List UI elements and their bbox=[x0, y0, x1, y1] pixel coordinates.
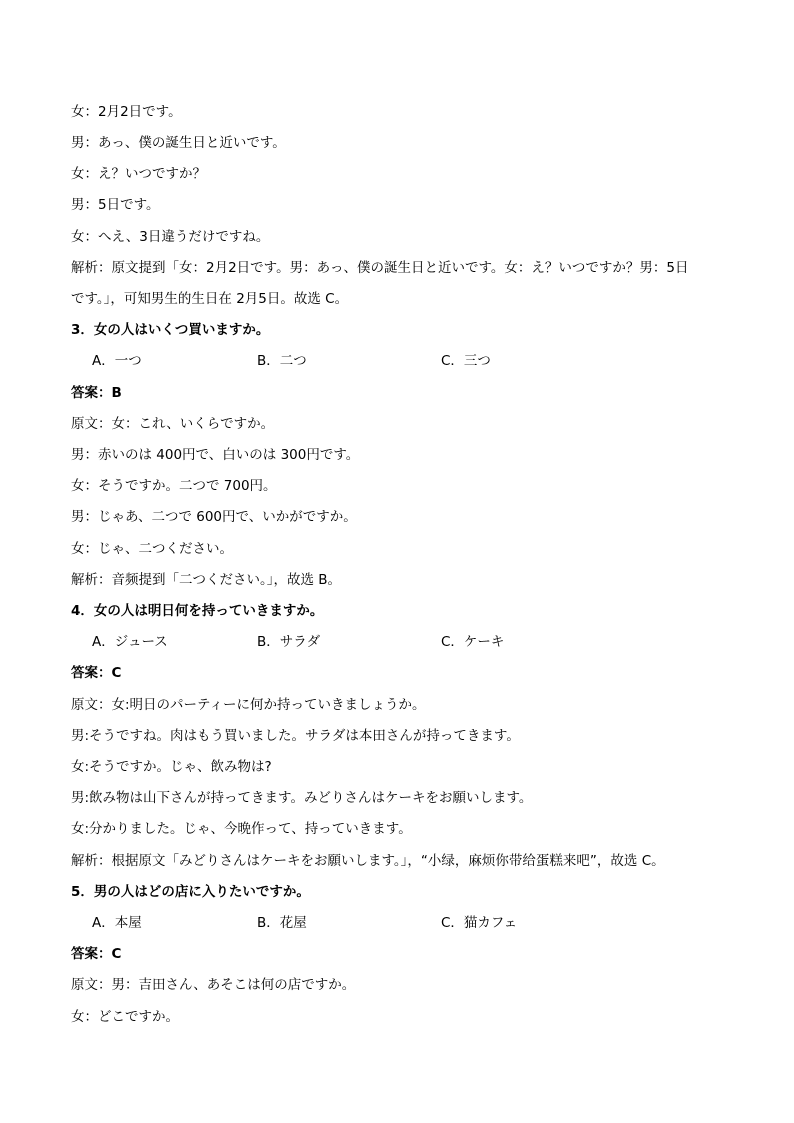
transcript-line: 男:そうですね。肉はもう買いました。サラダは本田さんが持ってきます。 bbox=[71, 728, 520, 744]
answer: 答案：B bbox=[71, 385, 122, 401]
transcript-line: 原文：女：これ、いくらですか。 bbox=[71, 416, 275, 432]
transcript-line: 女：そうですか。二つで 700円。 bbox=[71, 478, 277, 494]
option-a: A．一つ bbox=[92, 353, 142, 369]
transcript-line: 男:飲み物は山下さんが持ってきます。みどりさんはケーキをお願いします。 bbox=[71, 790, 533, 806]
option-c: C．三つ bbox=[441, 353, 491, 369]
transcript-line: 原文：男：吉田さん、あそこは何の店ですか。 bbox=[71, 977, 356, 993]
answer: 答案：C bbox=[71, 665, 122, 681]
question-5: 5．男の人はどの店に入りたいですか。 bbox=[71, 884, 310, 900]
dialogue-line: 女：2月2日です。 bbox=[71, 104, 182, 120]
answer: 答案：C bbox=[71, 946, 122, 962]
question-3: 3．女の人はいくつ買いますか。 bbox=[71, 322, 270, 338]
analysis-text: 解析：原文提到「女：2月2日です。男：あっ、僕の誕生日と近いです。女：え？いつですか？男：5日 bbox=[71, 260, 689, 276]
option-b: B．花屋 bbox=[257, 915, 307, 931]
analysis-text: です。」，可知男生的生日在 2月5日。故选 C。 bbox=[71, 291, 349, 307]
dialogue-line: 男：5日です。 bbox=[71, 197, 160, 213]
option-a: A．ジュース bbox=[92, 634, 168, 650]
analysis-text: 解析：音频提到「二つください。」，故选 B。 bbox=[71, 572, 342, 588]
transcript-line: 女:そうですか。じゃ、飲み物は? bbox=[71, 759, 272, 775]
dialogue-line: 女：え？いつですか？ bbox=[71, 166, 206, 182]
transcript-line: 女:分かりました。じゃ、今晩作って、持っていきます。 bbox=[71, 821, 412, 837]
dialogue-line: 男：あっ、僕の誕生日と近いです。 bbox=[71, 135, 286, 151]
option-b: B．サラダ bbox=[257, 634, 321, 650]
option-b: B．二つ bbox=[257, 353, 307, 369]
dialogue-line: 女：へえ、3日違うだけですね。 bbox=[71, 229, 270, 245]
transcript-line: 女：じゃ、二つください。 bbox=[71, 541, 233, 557]
analysis-text: 解析：根据原文「みどりさんはケーキをお願いします。」，“小绿，麻烦你带给蛋糕来吧”，故选 C。 bbox=[71, 853, 665, 869]
option-c: C．ケーキ bbox=[441, 634, 505, 650]
transcript-line: 男：赤いのは 400円で、白いのは 300円です。 bbox=[71, 447, 360, 463]
question-4: 4．女の人は明日何を持っていきますか。 bbox=[71, 603, 324, 619]
transcript-line: 原文：女:明日のパーティーに何か持っていきましょうか。 bbox=[71, 697, 426, 713]
transcript-line: 男：じゃあ、二つで 600円で、いかがですか。 bbox=[71, 509, 357, 525]
option-c: C．猫カフェ bbox=[441, 915, 518, 931]
option-a: A．本屋 bbox=[92, 915, 142, 931]
transcript-line: 女：どこですか。 bbox=[71, 1009, 179, 1025]
